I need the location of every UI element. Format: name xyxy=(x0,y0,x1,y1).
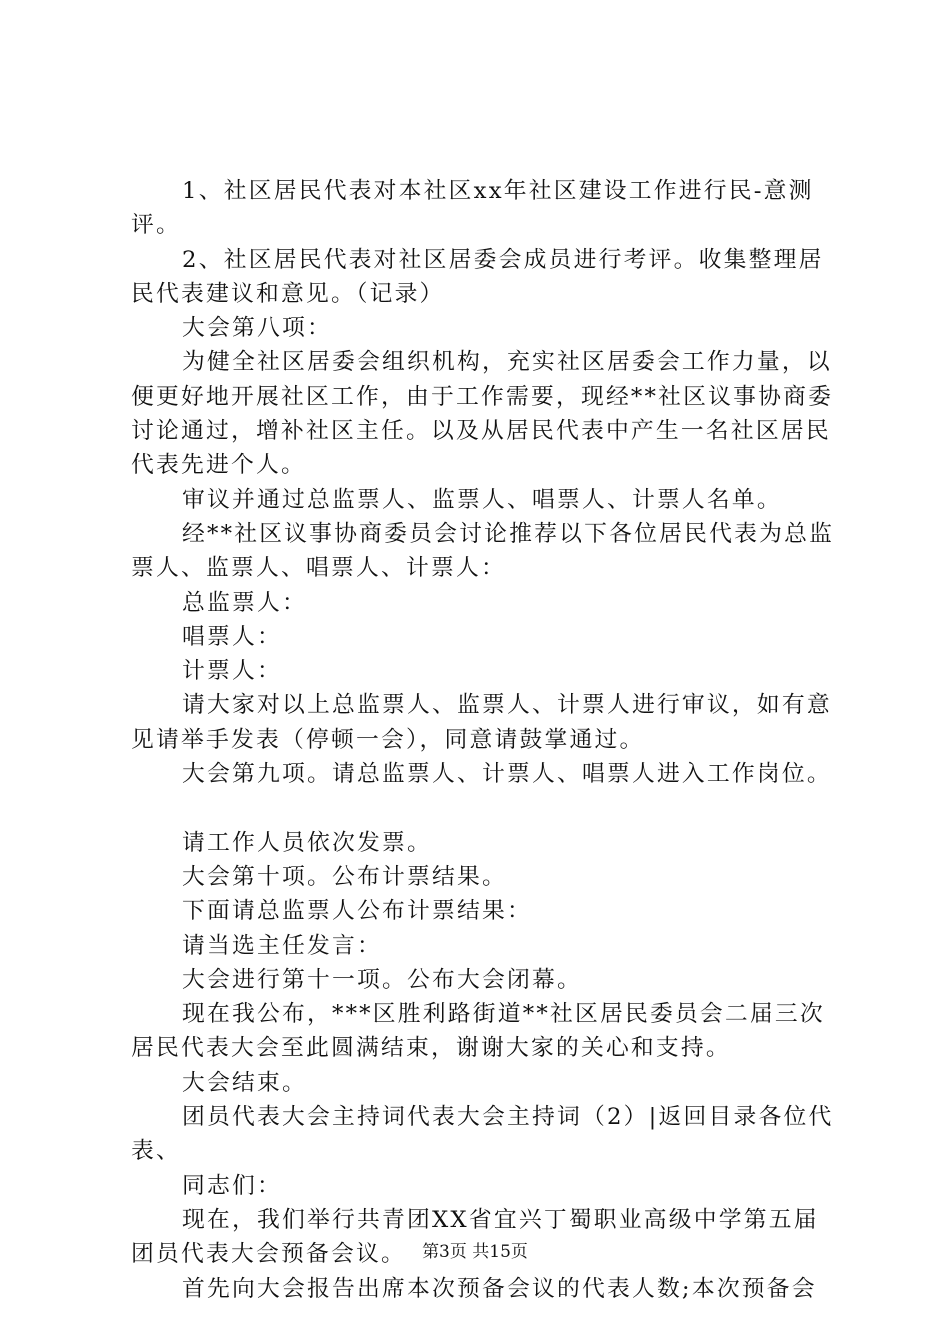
paragraph-10: 请大家对以上总监票人、监票人、计票人进行审议，如有意见请举手发表（停顿一会），同意请鼓掌通过。 xyxy=(131,692,832,753)
paragraph-17: 大会进行第十一项。公布大会闭幕。 xyxy=(182,966,582,993)
document-body xyxy=(131,174,843,1306)
paragraph-21: 同志们： xyxy=(182,1172,282,1199)
paragraph-18: 现在我公布，***区胜利路街道**社区居民委员会二届三次居民代表大会至此圆满结束，谢谢大家的关心和支持。 xyxy=(131,1001,825,1062)
paragraph-19: 大会结束。 xyxy=(182,1069,307,1096)
paragraph-15: 下面请总监票人公布计票结果： xyxy=(182,898,532,925)
paragraph-3: 大会第八项： xyxy=(182,315,332,342)
paragraph-9: 计票人： xyxy=(182,658,282,685)
paragraph-6: 经**社区议事协商委员会讨论推荐以下各位居民代表为总监票人、监票人、唱票人、计票人： xyxy=(131,520,835,582)
paragraph-22: 现在，我们举行共青团XX省宜兴丁蜀职业高级中学第五届团员代表大会预备会议。 xyxy=(131,1206,819,1268)
paragraph-23: 首先向大会报告出席本次预备会议的代表人数;本次预备会 xyxy=(182,1275,817,1302)
paragraph-1: 1、社区居民代表对本社区xx年社区建设工作进行民-意测评。 xyxy=(131,178,814,239)
page-footer: 第3页 共15页 xyxy=(422,1242,528,1262)
paragraph-4: 为健全社区居委会组织机构，充实社区居委会工作力量，以便更好地开展社区工作，由于工作需要，现经**社区议事协商委讨论通过，增补社区主任。以及从居民代表中产生一名社区居民代表先进个人。 xyxy=(131,349,834,479)
paragraph-7: 总监票人： xyxy=(182,589,307,616)
paragraph-5: 审议并通过总监票人、监票人、唱票人、计票人名单。 xyxy=(182,486,782,513)
paragraph-20: 团员代表大会主持词代表大会主持词（2）|返回目录各位代表、 xyxy=(131,1104,834,1165)
paragraph-14: 大会第十项。公布计票结果。 xyxy=(182,863,507,890)
paragraph-blank xyxy=(131,791,843,825)
paragraph-2: 2、社区居民代表对社区居委会成员进行考评。收集整理居民代表建议和意见。（记录） xyxy=(131,246,824,307)
paragraph-11: 大会第九项。请总监票人、计票人、唱票人进入工作岗位。 xyxy=(182,761,832,788)
paragraph-8: 唱票人： xyxy=(182,623,282,650)
paragraph-13: 请工作人员依次发票。 xyxy=(182,829,432,856)
paragraph-16: 请当选主任发言： xyxy=(182,932,382,959)
